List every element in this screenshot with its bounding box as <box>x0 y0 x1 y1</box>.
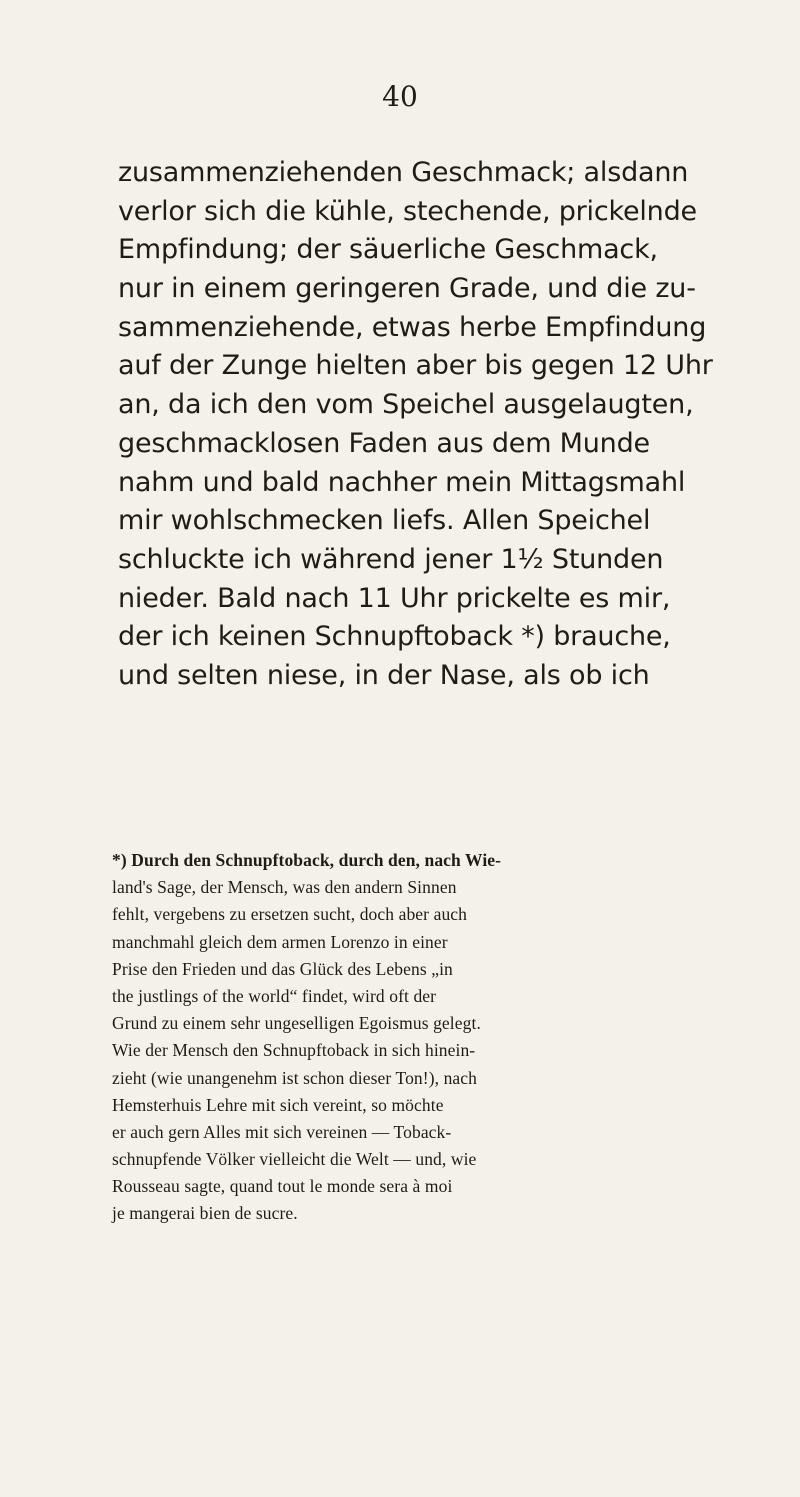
main-text-line: der ich keinen Schnupftoback *) brauche, <box>118 621 671 653</box>
footnote-line: Wie der Mensch den Schnupftoback in sich hinein- <box>112 1040 476 1061</box>
main-text-line: auf der Zunge hielten aber bis gegen 12 Uhr <box>118 350 713 382</box>
main-text-line: Empfindung; der säuerliche Geschmack, <box>118 234 658 266</box>
main-text-line: an, da ich den vom Speichel ausgelaugten, <box>118 389 694 421</box>
main-text-line: geschmacklosen Faden aus dem Munde <box>118 427 650 459</box>
main-text-line: zusammenziehenden Geschmack; alsdann <box>118 157 689 188</box>
main-text-line: verlor sich die kühle, stechende, prickelnde <box>118 195 697 227</box>
footnote-line: manchmahl gleich dem armen Lorenzo in einer <box>112 931 448 952</box>
page-number: 40 <box>382 80 418 113</box>
main-text-line: schluckte ich während jener 1½ Stunden <box>118 543 664 575</box>
footnote <box>112 847 746 1228</box>
footnote-line: Grund zu einem sehr ungeselligen Egoismus gelegt. <box>112 1013 481 1034</box>
main-text <box>118 154 742 696</box>
main-text-line: und selten niese, in der Nase, als ob ich <box>118 659 650 691</box>
footnote-line: land's Sage, der Mensch, was den andern Sinnen <box>112 877 457 898</box>
footnote-line: fehlt, vergebens zu ersetzen sucht, doch aber auch <box>112 904 468 925</box>
footnote-line: *) Durch den Schnupftoback, durch den, nach Wie- <box>112 850 502 870</box>
footnote-line: Rousseau sagte, quand tout le monde sera à moi <box>112 1176 453 1197</box>
footnote-line: er auch gern Alles mit sich vereinen — Toback- <box>112 1121 452 1142</box>
footnote-line: je mangerai bien de sucre. <box>112 1203 298 1224</box>
main-text-line: sammenziehende, etwas herbe Empfindung <box>118 311 707 343</box>
main-text-line: mir wohlschmecken liefs. Allen Speichel <box>118 505 651 537</box>
main-text-line: nur in einem geringeren Grade, und die zu- <box>118 273 696 305</box>
footnote-line: Prise den Frieden und das Glück des Lebens „in <box>112 958 453 979</box>
footnote-line: Hemsterhuis Lehre mit sich vereint, so möchte <box>112 1094 444 1115</box>
footnote-line: the justlings of the world“ findet, wird oft der <box>112 985 437 1006</box>
main-text-line: nahm und bald nachher mein Mittagsmahl <box>118 466 686 498</box>
footnote-line: schnupfende Völker vielleicht die Welt — und, wie <box>112 1149 477 1170</box>
main-text-line: nieder. Bald nach 11 Uhr prickelte es mir, <box>118 582 671 614</box>
footnote-line: zieht (wie unangenehm ist schon dieser Ton!), nach <box>112 1067 478 1088</box>
